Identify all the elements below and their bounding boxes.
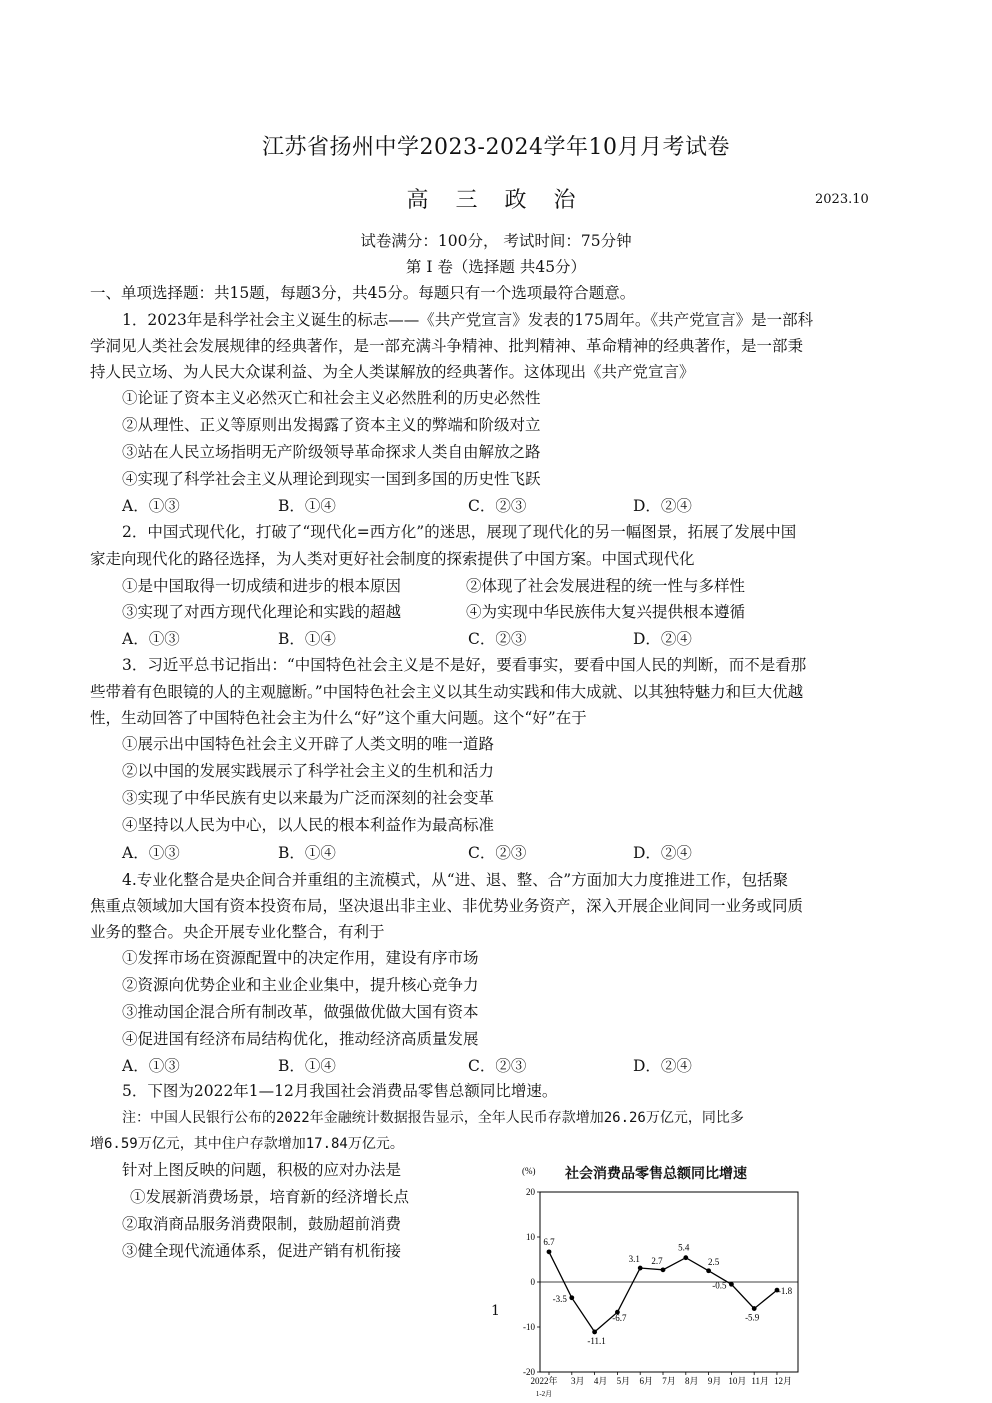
q5-statement: ①发展新消费场景，培育新的经济增长点	[130, 1188, 410, 1206]
q1-statement: ①论证了资本主义必然灭亡和社会主义必然胜利的历史必然性	[122, 389, 541, 407]
data-label: 2.5	[707, 1256, 720, 1267]
page-number: 1	[491, 1303, 500, 1319]
series-line	[549, 1252, 777, 1332]
data-label: 5.4	[678, 1242, 690, 1253]
q2-stem-line: 家走向现代化的路径选择，为人类对更好社会制度的探索提供了中国方案。中国式现代化	[90, 550, 695, 568]
q2-statement: ④为实现中华民族伟大复兴提供根本遵循	[466, 603, 746, 621]
q1-option-d[interactable]: D．②④	[633, 497, 692, 515]
y-tick-label: 0	[530, 1277, 535, 1287]
data-point	[729, 1282, 734, 1287]
data-point	[706, 1268, 711, 1273]
q1-stem-line: 持人民立场、为人民大众谋利益、为全人类谋解放的经典著作。这体现出《共产党宣言》	[90, 363, 695, 381]
data-point	[683, 1255, 688, 1260]
q4-option-b[interactable]: B．①④	[278, 1057, 336, 1075]
q2-statement: ②体现了社会发展进程的统一性与多样性	[466, 577, 746, 595]
q5-stem: 5．下图为2022年1—12月我国社会消费品零售总额同比增速。	[122, 1082, 558, 1100]
exam-title: 江苏省扬州中学2023-2024学年10月月考试卷	[262, 135, 730, 160]
data-label: -6.7	[612, 1313, 627, 1324]
q3-statement: ③实现了中华民族有史以来最为广泛而深刻的社会变革	[122, 789, 495, 807]
x-tick-sublabel: 1-2月	[535, 1390, 553, 1398]
q4-stem-line: 业务的整合。央企开展专业化整合，有利于	[90, 923, 385, 941]
q2-option-b[interactable]: B．①④	[278, 630, 336, 648]
q1-stem-line: 1．2023年是科学社会主义诞生的标志——《共产党宣言》发表的175周年。《共产党宣言》是一部科	[122, 311, 814, 329]
data-label: -3.5	[552, 1293, 567, 1304]
data-point	[592, 1330, 597, 1335]
x-tick-label: 4月	[593, 1376, 608, 1386]
y-tick-label: -10	[523, 1322, 535, 1332]
q3-statement: ②以中国的发展实践展示了科学社会主义的生机和活力	[122, 762, 495, 780]
q4-stem-line: 焦重点领域加大国有资本投资布局，坚决退出非主业、非优势业务资产，深入开展企业间同一业务或同质	[90, 897, 804, 915]
q3-option-b[interactable]: B．①④	[278, 844, 336, 862]
q1-option-a[interactable]: A．①③	[122, 497, 180, 515]
q4-stem-line: 4.专业化整合是央企间合并重组的主流模式，从“进、退、整、合”方面加大力度推进工作，包括聚	[122, 871, 789, 889]
x-tick-label: 6月	[639, 1376, 653, 1386]
exam-info: 试卷满分：100分， 考试时间：75分钟	[360, 232, 632, 250]
data-label: -0.5	[712, 1280, 727, 1291]
q4-statement: ①发挥市场在资源配置中的决定作用，建设有序市场	[122, 949, 479, 967]
data-label: 3.1	[628, 1254, 640, 1265]
data-label: -1.8	[777, 1286, 793, 1297]
q5-note-line: 增6.59万亿元，其中住户存款增加17.84万亿元。	[90, 1136, 404, 1152]
data-point	[661, 1267, 666, 1272]
x-tick-label: 10月	[728, 1376, 747, 1386]
x-tick-label: 3月	[571, 1376, 585, 1386]
q4-option-a[interactable]: A．①③	[122, 1057, 180, 1075]
data-point	[638, 1266, 643, 1271]
y-tick-label: 10	[526, 1232, 535, 1242]
q3-option-a[interactable]: A．①③	[122, 844, 180, 862]
q2-statement: ③实现了对西方现代化理论和实践的超越	[122, 603, 402, 621]
q1-option-b[interactable]: B．①④	[278, 497, 336, 515]
q2-statement: ①是中国取得一切成绩和进步的根本原因	[122, 577, 402, 595]
data-point	[752, 1306, 757, 1311]
q5-statement: ②取消商品服务消费限制，鼓励超前消费	[122, 1215, 402, 1233]
data-label: 6.7	[543, 1236, 555, 1247]
y-axis-unit: (%)	[522, 1166, 536, 1176]
data-point	[569, 1295, 574, 1300]
chart-title: 社会消费品零售总额同比增速	[565, 1166, 747, 1182]
q2-option-c[interactable]: C．②③	[468, 630, 527, 648]
q1-statement: ③站在人民立场指明无产阶级领导革命探求人类自由解放之路	[122, 443, 541, 461]
x-tick-label: 8月	[685, 1376, 699, 1386]
q3-statement: ④坚持以人民为中心，以人民的根本利益作为最高标准	[122, 816, 495, 834]
q4-statement: ②资源向优势企业和主业企业集中，提升核心竞争力	[122, 976, 479, 994]
q3-statement: ①展示出中国特色社会主义开辟了人类文明的唯一道路	[122, 735, 495, 753]
x-tick-label: 9月	[707, 1376, 722, 1386]
q2-option-a[interactable]: A．①③	[122, 630, 180, 648]
q2-stem-line: 2．中国式现代化，打破了“现代化=西方化”的迷思，展现了现代化的另一幅图景，拓展了发展中国	[122, 523, 797, 541]
retail-sales-growth-chart	[500, 1158, 800, 1403]
q1-option-c[interactable]: C．②③	[468, 497, 527, 515]
data-point	[547, 1249, 552, 1254]
q5-question: 针对上图反映的问题，积极的应对办法是	[122, 1161, 402, 1179]
x-tick-label: 5月	[616, 1376, 631, 1386]
q4-option-c[interactable]: C．②③	[468, 1057, 527, 1075]
exam-date: 2023.10	[815, 192, 869, 207]
q3-stem-line: 性，生动回答了中国特色社会主为什么“好”这个重大问题。这个“好”在于	[90, 709, 587, 727]
subject-title: 高 三 政 治	[406, 188, 586, 213]
data-label: -11.1	[587, 1335, 606, 1346]
q5-statement: ③健全现代流通体系，促进产销有机衔接	[122, 1242, 402, 1260]
q3-stem-line: 些带着有色眼镜的人的主观臆断。”中国特色社会主义以其生动实践和伟大成就、以其独特魅力和巨大优越	[90, 683, 804, 701]
part-heading: 第 Ⅰ 卷（选择题 共45分）	[405, 258, 587, 276]
q5-note-line: 注：中国人民银行公布的2022年金融统计数据报告显示，全年人民币存款增加26.26万亿元，同比多	[122, 1110, 744, 1126]
x-tick-label: 11月	[751, 1376, 770, 1386]
q3-stem-line: 3．习近平总书记指出：“中国特色社会主义是不是好，要看事实，要看中国人民的判断，而不是看那	[122, 656, 807, 674]
q4-option-d[interactable]: D．②④	[633, 1057, 692, 1075]
q1-statement: ②从理性、正义等原则出发揭露了资本主义的弊端和阶级对立	[122, 416, 541, 434]
q3-option-d[interactable]: D．②④	[633, 844, 692, 862]
section-heading: 一、单项选择题：共15题，每题3分，共45分。每题只有一个选项最符合题意。	[90, 284, 636, 302]
x-tick-label: 2022年	[530, 1376, 558, 1386]
q1-stem-line: 学洞见人类社会发展规律的经典著作，是一部充满斗争精神、批判精神、革命精神的经典著作，是一部秉	[90, 337, 804, 355]
q4-statement: ③推动国企混合所有制改革，做强做优做大国有资本	[122, 1003, 479, 1021]
q3-option-c[interactable]: C．②③	[468, 844, 527, 862]
data-label: -5.9	[745, 1312, 760, 1323]
y-tick-label: 20	[526, 1187, 535, 1197]
q4-statement: ④促进国有经济布局结构优化，推动经济高质量发展	[122, 1030, 479, 1048]
x-tick-label: 7月	[662, 1376, 676, 1386]
data-label: 2.7	[651, 1255, 663, 1266]
x-tick-label: 12月	[773, 1376, 793, 1386]
q1-statement: ④实现了科学社会主义从理论到现实一国到多国的历史性飞跃	[122, 470, 541, 488]
q2-option-d[interactable]: D．②④	[633, 630, 692, 648]
y-tick-label: -20	[523, 1367, 535, 1377]
